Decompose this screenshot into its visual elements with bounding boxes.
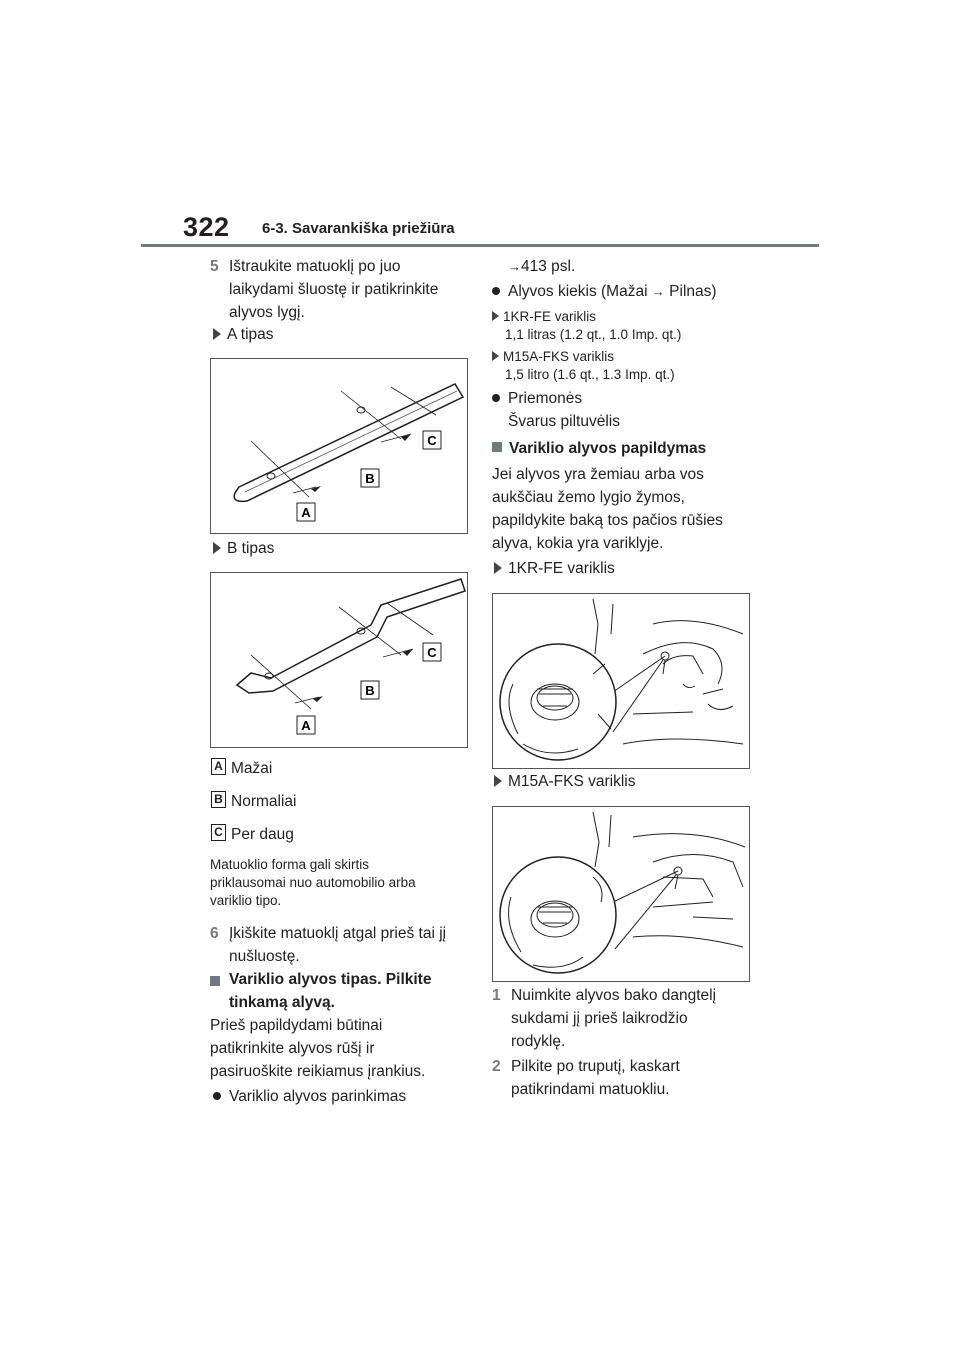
paragraph-line: Prieš papildydami būtinai [210,1017,383,1034]
paragraph-line: Jei alyvos yra žemiau arba vos [492,466,704,483]
legend-letter: C [211,824,226,841]
engine-2-illustration [493,807,749,981]
step-text-line: Pilkite po truputį, kaskart [511,1058,680,1075]
square-bullet-icon [492,442,502,452]
step-5 [210,255,470,324]
engine-1-label [494,557,615,580]
header-rule [141,244,819,247]
page-number: 322 [183,212,230,242]
triangle-bullet-icon [213,542,221,554]
reference-text: 413 psl. [521,258,576,275]
paragraph-1 [210,1014,470,1083]
bullet-dot-icon [492,394,500,402]
letter-c: C [427,433,437,448]
heading-line: tinkamą alyvą. [229,994,335,1011]
bullet-dot-icon [492,287,500,295]
engine-1-amount [492,308,752,344]
bullet-tools [492,387,752,433]
step-text-line: nušluostę. [229,948,300,965]
engine-2-amount [492,348,752,384]
legend-c [211,823,294,846]
square-bullet-icon [210,976,220,986]
heading-oil-type [210,968,470,1014]
letter-b: B [365,471,375,486]
bullet-text: Variklio alyvos parinkimas [229,1088,407,1105]
bullet-text: Priemonės [508,390,583,407]
dipstick-figure-b [210,572,468,748]
paragraph-2 [492,463,762,555]
legend-b [211,790,296,813]
step-2 [492,1055,762,1101]
letter-b: B [365,683,375,698]
type-a-text: A tipas [227,326,274,343]
paragraph-line: pasiruoškite reikiamus įrankius. [210,1063,426,1080]
section-title: 6-3. Savarankiška priežiūra [262,220,455,237]
note [210,856,470,910]
step-number: 5 [210,258,219,275]
engine-label-text: 1KR-FE variklis [508,560,615,577]
paragraph-line: aukščiau žemo lygio žymos, [492,489,685,506]
bullet-oil-amount [492,280,717,303]
type-b-label [213,537,274,560]
engine-1kr-fe-figure [492,593,750,769]
letter-a: A [301,718,311,733]
legend-letter: A [211,758,226,775]
engine-name: 1KR-FE variklis [503,309,597,324]
step-text-line: alyvos lygį. [229,304,305,321]
step-text-line: Nuimkite alyvos bako dangtelį [511,987,717,1004]
note-line: variklio tipo. [210,893,282,908]
triangle-bullet-icon [492,311,499,321]
paragraph-line: patikrinkite alyvos rūšį ir [210,1040,375,1057]
bullet-text-end: Pilnas) [669,283,717,300]
step-text-line: sukdami jį prieš laikrodžio [511,1010,688,1027]
step-text-line: rodyklę. [511,1033,566,1050]
step-text-line: laikydami šluostę ir patikrinkite [229,281,439,298]
type-b-text: B tipas [227,540,275,557]
dipstick-figure-a [210,358,468,534]
step-number: 2 [492,1058,501,1075]
bullet-oil-selection [213,1085,406,1108]
engine-1-illustration [493,594,749,768]
triangle-bullet-icon [494,562,502,574]
letter-a: A [301,505,311,520]
triangle-bullet-icon [492,351,499,361]
heading-adding-oil [492,437,706,460]
dipstick-b-illustration [211,573,467,747]
type-a-label [213,323,274,346]
legend-a [211,757,272,780]
heading-text: Variklio alyvos papildymas [509,440,707,457]
paragraph-line: papildykite baką tos pačios rūšies [492,512,723,529]
arrow-right-icon: → [508,259,521,274]
legend-letter: B [211,791,226,808]
step-6 [210,922,470,968]
triangle-bullet-icon [494,775,502,787]
engine-name: M15A-FKS variklis [503,349,615,364]
engine-amount: 1,5 litro (1.6 qt., 1.3 Imp. qt.) [505,367,675,382]
step-text-line: Ištraukite matuoklį po juo [229,258,401,275]
page-reference [508,255,575,278]
heading-line: Variklio alyvos tipas. Pilkite [229,971,432,988]
note-line: priklausomai nuo automobilio arba [210,875,416,890]
letter-c: C [427,645,437,660]
engine-label-text: M15A-FKS variklis [508,773,636,790]
note-line: Matuoklio forma gali skirtis [210,857,370,872]
step-text-line: patikrindami matuokliu. [511,1081,670,1098]
paragraph-line: alyva, kokia yra variklyje. [492,535,664,552]
bullet-text: Alyvos kiekis (Mažai [508,283,648,300]
step-number: 6 [210,925,219,942]
legend-text: Per daug [231,826,294,843]
engine-2-label [494,770,635,793]
arrow-right-icon: → [651,284,665,299]
engine-amount: 1,1 litras (1.2 qt., 1.0 Imp. qt.) [505,327,682,342]
bullet-dot-icon [213,1092,221,1100]
step-1 [492,984,762,1053]
step-text-line: Įkiškite matuoklį atgal prieš tai jį [229,925,447,942]
legend-text: Normaliai [231,793,297,810]
dipstick-a-illustration [211,359,467,533]
legend-text: Mažai [231,760,273,777]
tools-item: Švarus piltuvėlis [508,413,620,430]
step-number: 1 [492,987,501,1004]
triangle-bullet-icon [213,328,221,340]
engine-m15a-fks-figure [492,806,750,982]
